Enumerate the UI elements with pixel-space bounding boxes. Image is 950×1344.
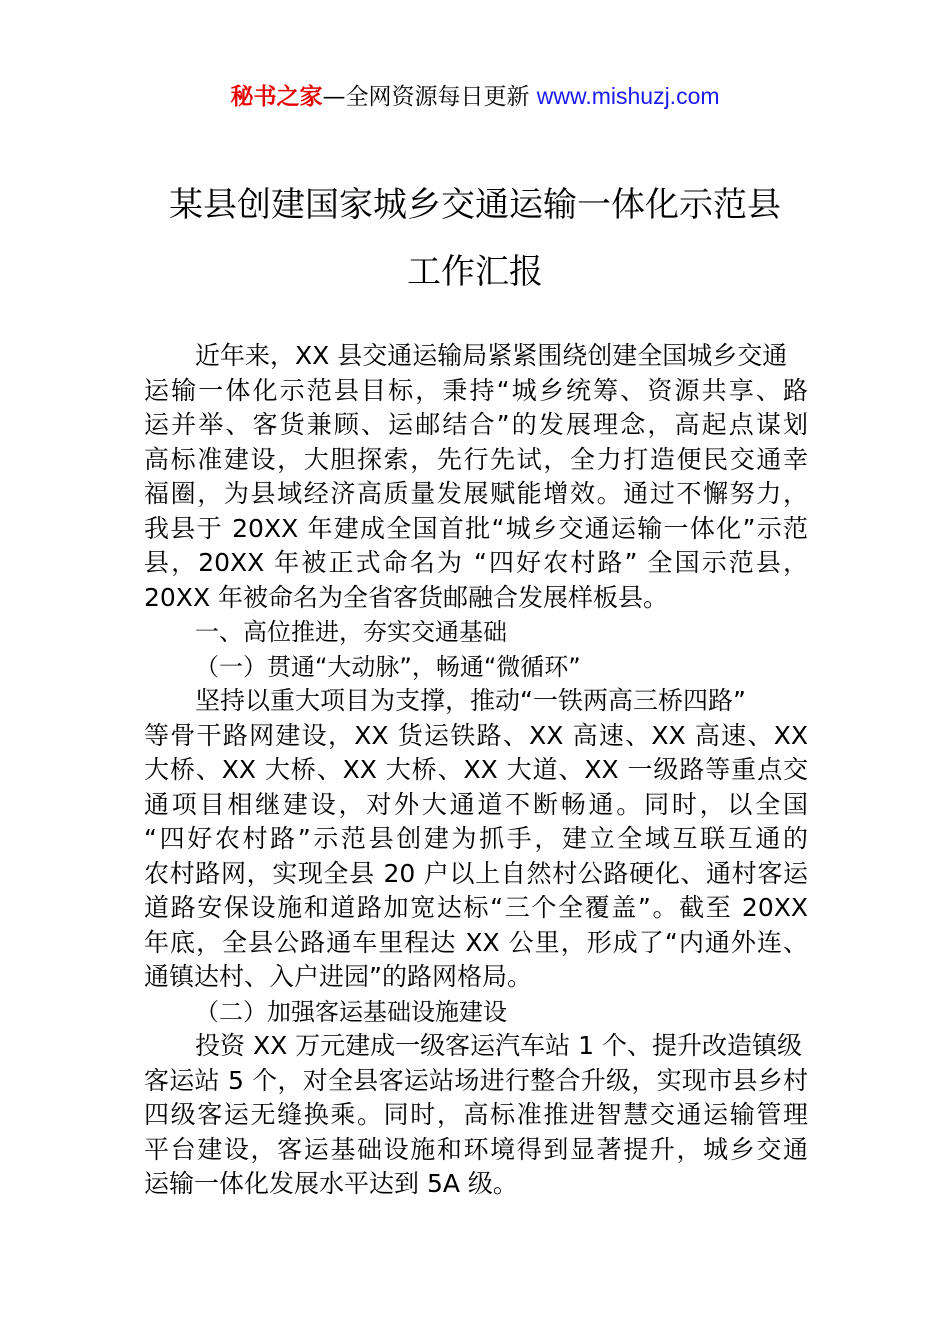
body-line: “四好农村路”示范县创建为抓手，建立全域互联互通的 xyxy=(144,824,808,853)
body-line: 运输一体化示范县目标，秉持“城乡统筹、资源共享、路 xyxy=(144,375,808,405)
body-line: 运输一体化发展水平达到 5A 级。 xyxy=(144,1169,518,1198)
subsection-heading: （二）加强客运基础设施建设 xyxy=(195,997,507,1026)
body-line: 20XX 年被命名为全省客货邮融合发展样板县。 xyxy=(144,582,669,612)
document-body xyxy=(144,339,808,1202)
body-line: 大桥、XX 大桥、XX 大桥、XX 大道、XX 一级路等重点交 xyxy=(144,755,808,784)
body-line: 通镇达村、入户进园”的路网格局。 xyxy=(144,962,532,991)
document-title-line-1: 某县创建国家城乡交通运输一体化示范县 xyxy=(169,185,781,225)
document-title-line-2: 工作汇报 xyxy=(407,252,543,292)
body-line: 坚持以重大项目为支撑，推动“一铁两高三桥四路” xyxy=(195,686,746,715)
body-line: 平台建设，客运基础设施和环境得到显著提升，城乡交通 xyxy=(144,1134,808,1164)
body-line: 四级客运无缝换乘。同时，高标准推进智慧交通运输管理 xyxy=(144,1100,808,1129)
body-line: 通项目相继建设，对外大通道不断畅通。同时，以全国 xyxy=(144,789,808,819)
body-line: 等骨干路网建设，XX 货运铁路、XX 高速、XX 高速、XX xyxy=(144,720,808,750)
body-line: 高标准建设，大胆探索，先行先试，全力打造便民交通幸 xyxy=(144,444,808,474)
body-line: 近年来，XX 县交通运输局紧紧围绕创建全国城乡交通 xyxy=(195,341,788,370)
body-line: 年底，全县公路通车里程达 XX 公里，形成了“内通外连、 xyxy=(144,927,808,957)
body-line: 投资 XX 万元建成一级客运汽车站 1 个、提升改造镇级 xyxy=(195,1031,802,1060)
body-line: 县，20XX 年被正式命名为 “四好农村路” 全国示范县， xyxy=(144,548,808,577)
body-line: 道路安保设施和道路加宽达标“三个全覆盖”。截至 20XX xyxy=(144,893,808,922)
body-line: 运并举、客货兼顾、运邮结合”的发展理念，高起点谋划 xyxy=(144,410,808,439)
section-heading: 一、高位推进，夯实交通基础 xyxy=(195,618,507,646)
body-line: 福圈，为县域经济高质量发展赋能增效。通过不懈努力， xyxy=(144,479,808,508)
subsection-heading: （一）贯通“大动脉”，畅通“微循环” xyxy=(195,652,581,681)
brand-name: 秘书之家 xyxy=(230,84,323,110)
body-line: 我县于 20XX 年建成全国首批“城乡交通运输一体化”示范 xyxy=(144,513,808,543)
body-line: 客运站 5 个，对全县客运站场进行整合升级，实现市县乡村 xyxy=(144,1065,808,1095)
banner-tagline: —全网资源每日更新 xyxy=(322,84,537,110)
site-url-link[interactable]: www.mishuzj.com xyxy=(536,83,720,109)
body-line: 农村路网，实现全县 20 户以上自然村公路硬化、通村客运 xyxy=(144,858,808,888)
site-banner xyxy=(0,80,950,113)
